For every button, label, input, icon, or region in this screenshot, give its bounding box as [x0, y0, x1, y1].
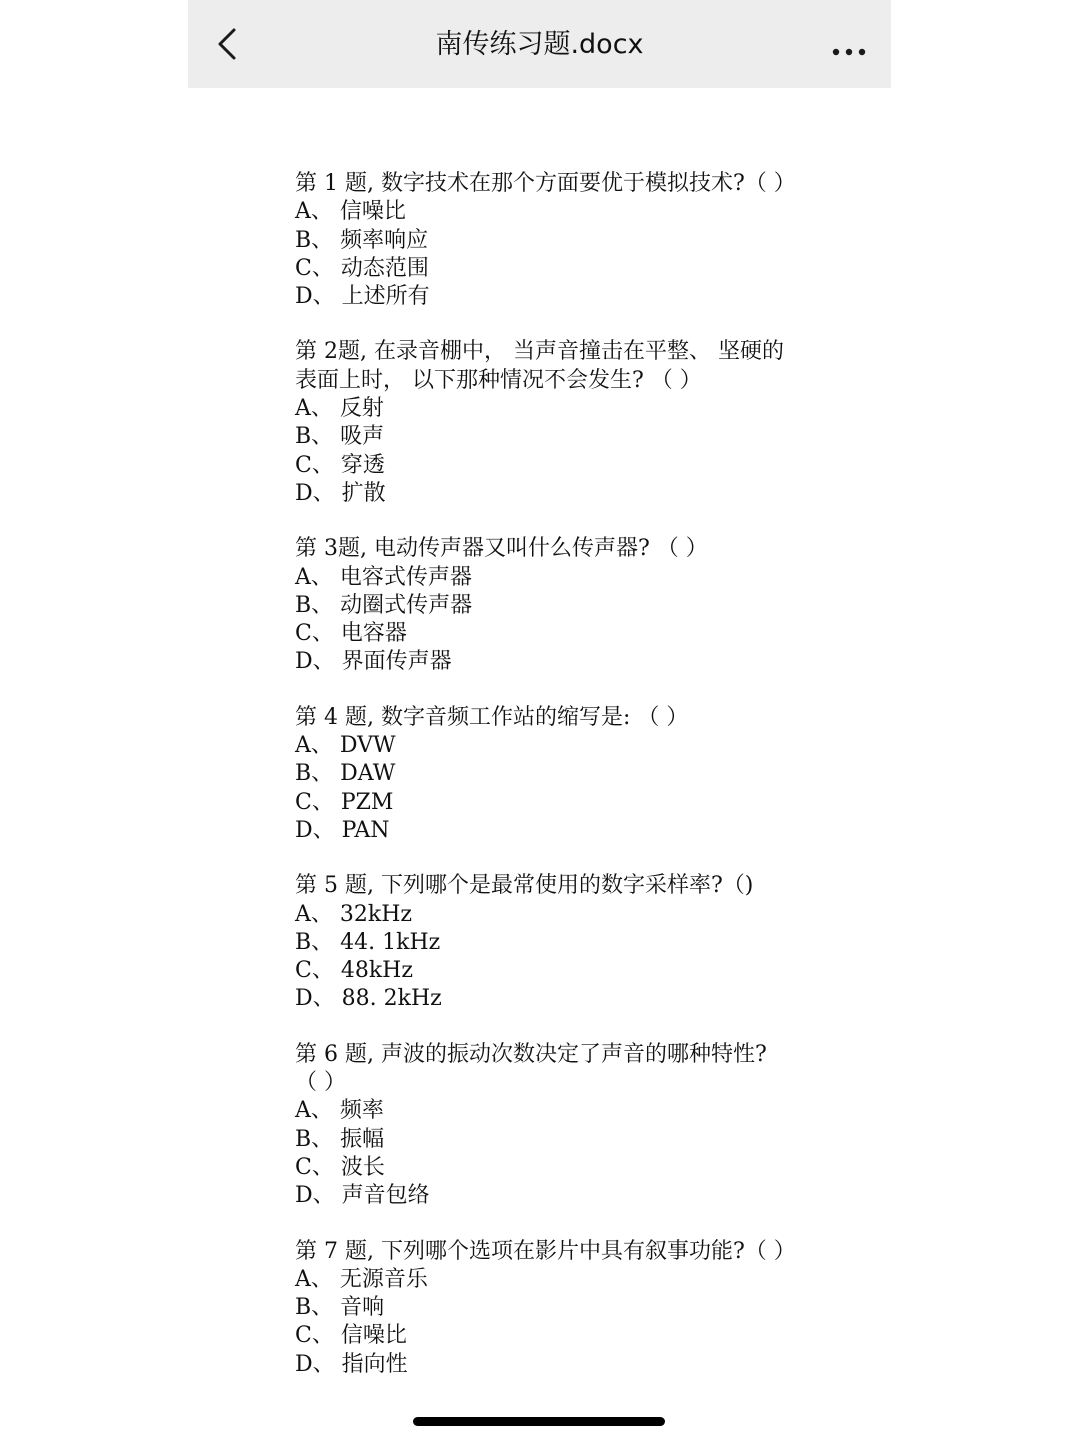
question-3 — [295, 535, 795, 676]
option-c: C、 PZM — [295, 789, 394, 815]
option-b: B、 振幅 — [295, 1126, 385, 1152]
option-c: C、 动态范围 — [295, 255, 429, 281]
option-c: C、 48kHz — [295, 958, 413, 984]
option-a: A、 信噪比 — [295, 199, 406, 225]
question-text: 第 6 题, 声波的振动次数决定了声音的哪种特性? （ ） — [295, 1041, 767, 1096]
option-a: A、 DVW — [295, 733, 396, 759]
option-d: D、 PAN — [295, 817, 390, 843]
document-body — [295, 170, 795, 1406]
question-text: 第 5 题, 下列哪个是最常使用的数字采样率?（) — [295, 873, 754, 899]
question-1 — [295, 170, 795, 311]
question-7 — [295, 1238, 795, 1379]
question-text: 第 1 题, 数字技术在那个方面要优于模拟技术?（ ） — [295, 171, 796, 196]
document-title: 南传练习题.docx — [435, 29, 644, 60]
option-b: B、 动圈式传声器 — [295, 592, 473, 618]
question-4 — [295, 704, 795, 845]
question-6 — [295, 1041, 795, 1211]
option-b: B、 DAW — [295, 761, 396, 787]
option-d: D、 界面传声器 — [295, 649, 452, 675]
option-d: D、 扩散 — [295, 480, 386, 506]
question-text: 第 2题, 在录音棚中， 当声音撞击在平整、 坚硬的表面上时， 以下那种情况不会发生? （ ） — [295, 339, 784, 393]
navigation-bar — [188, 0, 891, 88]
question-2 — [295, 338, 795, 508]
option-b: B、 吸声 — [295, 424, 385, 450]
option-b: B、 44. 1kHz — [295, 929, 441, 955]
question-text: 第 3题, 电动传声器又叫什么传声器? （ ） — [295, 536, 708, 562]
more-horizontal-icon — [829, 30, 869, 58]
question-5 — [295, 872, 795, 1013]
option-d: D、 指向性 — [295, 1351, 408, 1377]
option-a: A、 反射 — [295, 396, 384, 422]
question-text: 第 4 题, 数字音频工作站的缩写是: （ ） — [295, 704, 689, 730]
option-b: B、 音响 — [295, 1295, 385, 1321]
question-text: 第 7 题, 下列哪个选项在影片中具有叙事功能?（ ） — [295, 1238, 796, 1264]
option-a: A、 频率 — [295, 1098, 384, 1124]
option-c: C、 信噪比 — [295, 1323, 407, 1349]
option-c: C、 波长 — [295, 1154, 385, 1180]
home-indicator[interactable] — [413, 1417, 665, 1426]
option-a: A、 无源音乐 — [295, 1266, 428, 1292]
option-d: D、 上述所有 — [295, 284, 430, 310]
option-a: A、 32kHz — [295, 901, 412, 927]
option-a: A、 电容式传声器 — [295, 564, 472, 590]
option-d: D、 声音包络 — [295, 1183, 430, 1209]
more-button[interactable] — [829, 30, 869, 58]
option-c: C、 电容器 — [295, 621, 407, 647]
option-d: D、 88. 2kHz — [295, 986, 442, 1012]
option-b: B、 频率响应 — [295, 227, 429, 253]
option-c: C、 穿透 — [295, 452, 385, 478]
